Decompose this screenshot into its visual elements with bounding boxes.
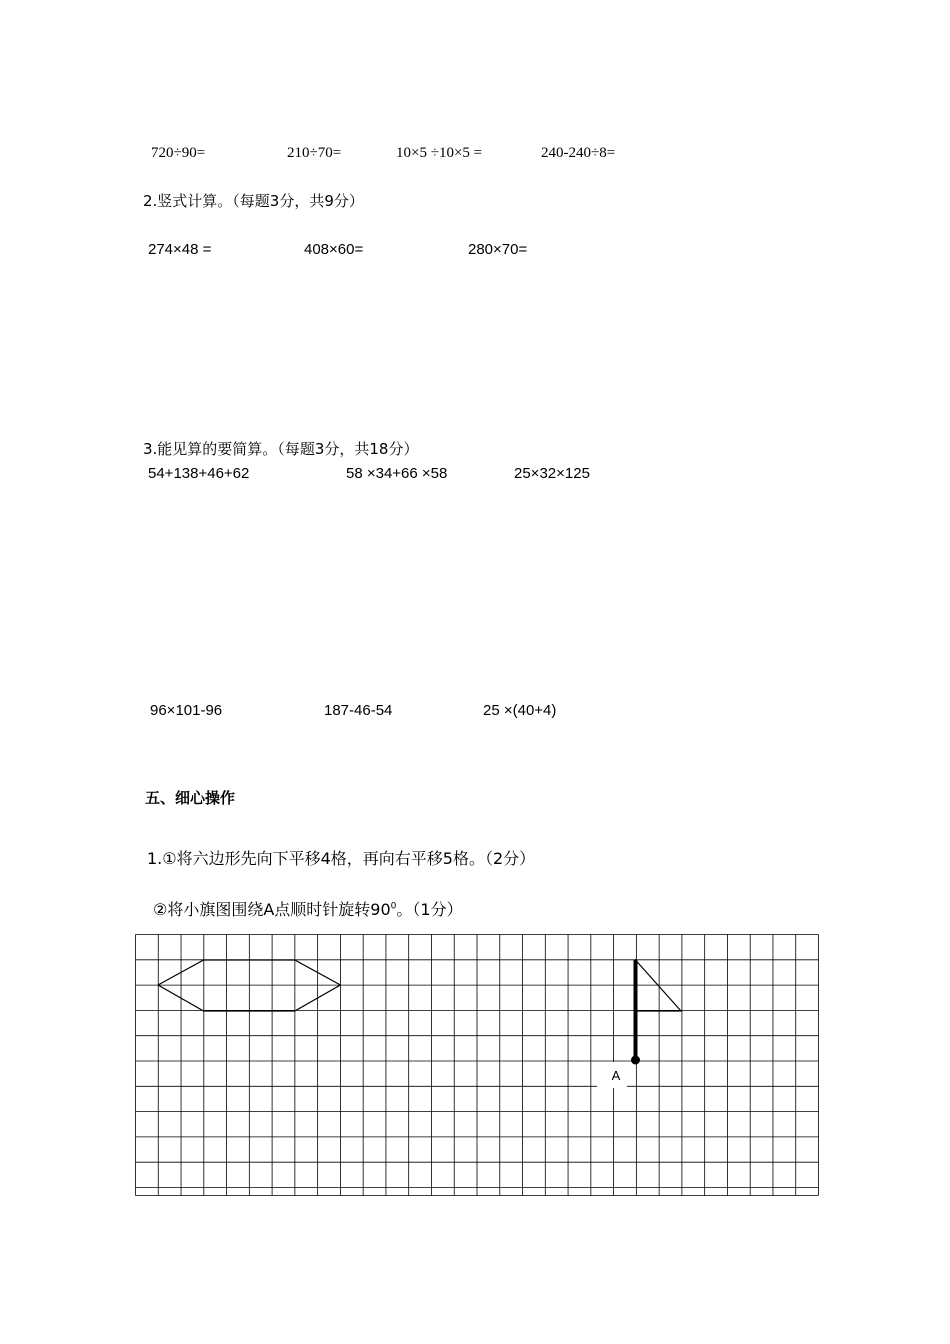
question-3-title: 3.能见算的要简算。（每题3分，共18分）	[143, 440, 419, 458]
simplify-calc-3: 25×32×125	[514, 465, 590, 482]
operation-q1-part2-end: 。（1分）	[396, 900, 463, 919]
grid-drawing	[135, 934, 819, 1196]
point-a-dot	[631, 1056, 640, 1065]
operation-q1-part2	[153, 900, 463, 920]
oral-calc-1: 720÷90=	[151, 145, 206, 161]
oral-calc-3: 10×5 ÷10×5 =	[396, 145, 483, 161]
simplify-calc-4: 96×101-96	[150, 702, 223, 719]
oral-calc-4: 240-240÷8=	[541, 145, 616, 161]
question-2-title: 2.竖式计算。（每题3分，共9分）	[143, 192, 364, 210]
grid-lines	[136, 935, 819, 1196]
simplify-calc-2: 58 ×34+66 ×58	[346, 465, 448, 482]
operation-q1-part1: 1.①将六边形先向下平移4格，再向右平移5格。（2分）	[147, 849, 536, 868]
section-5-heading: 五、细心操作	[145, 789, 236, 807]
simplify-calc-5: 187-46-54	[324, 702, 393, 719]
vertical-calc-2: 408×60=	[304, 241, 364, 258]
simplify-calc-6: 25 ×(40+4)	[483, 702, 557, 719]
degree-superscript: 0	[390, 901, 397, 912]
vertical-calc-3: 280×70=	[468, 241, 528, 258]
flag-triangle	[636, 960, 682, 1011]
square-grid	[135, 934, 819, 1201]
simplify-calc-1: 54+138+46+62	[148, 465, 250, 482]
vertical-calc-1: 274×48 =	[148, 241, 212, 258]
operation-q1-part2-text: ②将小旗图围绕A点顺时针旋转90	[153, 900, 391, 919]
oral-calc-2: 210÷70=	[287, 145, 342, 161]
point-a-label: A	[611, 1068, 621, 1083]
